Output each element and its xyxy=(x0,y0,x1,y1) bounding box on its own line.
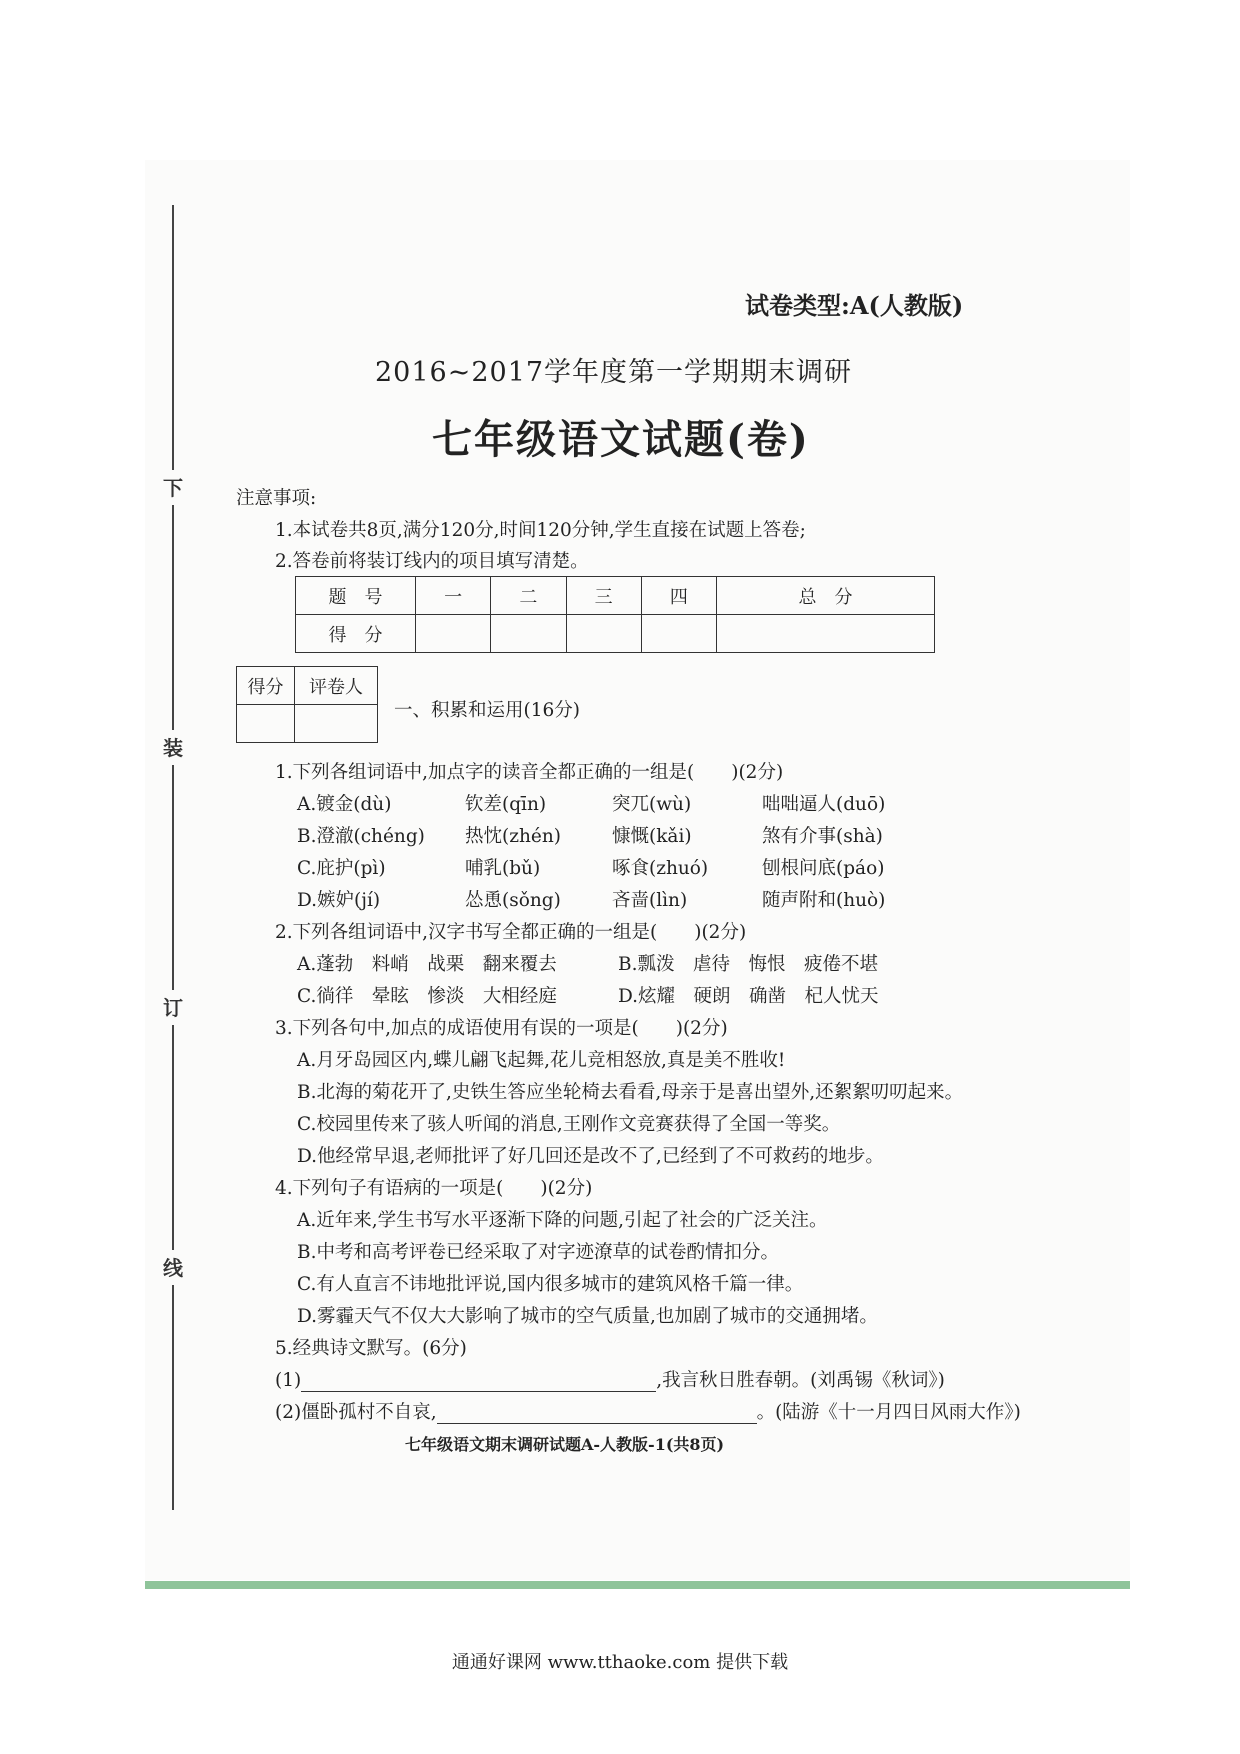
q1-d-1: D.嫉妒(jí) xyxy=(297,890,381,911)
score-table xyxy=(295,576,935,653)
q1-b-3: 慷慨(kǎi) xyxy=(612,826,692,847)
binding-char-zhuang: 装 xyxy=(160,732,186,761)
binding-line-5 xyxy=(172,1285,174,1510)
q5-answer-blank-2[interactable] xyxy=(437,1402,757,1424)
score-cell-total[interactable] xyxy=(717,615,935,653)
binding-line-3 xyxy=(172,765,174,990)
q1-d-4: 随声附和(huò) xyxy=(762,890,886,911)
score-cell-3[interactable] xyxy=(566,615,641,653)
q5-line-2-prefix: (2)僵卧孤村不自哀, xyxy=(275,1402,437,1423)
q1-c-4: 刨根问底(páo) xyxy=(762,858,885,879)
binding-char-xia: 下 xyxy=(160,472,186,501)
score-row-label: 得 分 xyxy=(296,615,416,653)
note-item-1: 1.本试卷共8页,满分120分,时间120分钟,学生直接在试题上答卷; xyxy=(275,520,806,541)
grader-score-cell[interactable] xyxy=(237,705,295,743)
q4-option-a: A.近年来,学生书写水平逐渐下降的问题,引起了社会的广泛关注。 xyxy=(297,1210,828,1231)
notes-heading: 注意事项: xyxy=(236,488,317,509)
score-table-header-row xyxy=(296,577,935,615)
q3-option-b: B.北海的菊花开了,史铁生答应坐轮椅去看看,母亲于是喜出望外,还絮絮叨叨起来。 xyxy=(297,1082,964,1103)
q2-option-d: D.炫耀 硬朗 确凿 杞人忧天 xyxy=(618,986,879,1007)
q1-d-3: 吝啬(lìn) xyxy=(612,890,688,911)
score-cell-4[interactable] xyxy=(641,615,716,653)
q3-option-c: C.校园里传来了骇人听闻的消息,王刚作文竞赛获得了全国一等奖。 xyxy=(297,1114,841,1135)
grader-table xyxy=(236,666,378,743)
q4-option-c: C.有人直言不讳地批评说,国内很多城市的建筑风格千篇一律。 xyxy=(297,1274,804,1295)
q5-line-2 xyxy=(275,1398,1021,1424)
q5-line-1 xyxy=(275,1366,945,1392)
q5-line-2-suffix: 。(陆游《十一月四日风雨大作》) xyxy=(756,1402,1021,1423)
q1-a-3: 突兀(wù) xyxy=(612,794,692,815)
q4-stem: 4.下列句子有语病的一项是( )(2分) xyxy=(275,1178,593,1199)
score-table-score-row xyxy=(296,615,935,653)
q1-b-4: 煞有介事(shà) xyxy=(762,826,883,847)
score-header-1: 一 xyxy=(416,577,491,615)
q2-stem: 2.下列各组词语中,汉字书写全都正确的一组是( )(2分) xyxy=(275,922,747,943)
binding-line-1 xyxy=(172,205,174,470)
grader-score-label: 得分 xyxy=(237,667,295,705)
binding-char-ding: 订 xyxy=(160,992,186,1021)
q4-option-b: B.中考和高考评卷已经采取了对字迹潦草的试卷酌情扣分。 xyxy=(297,1242,779,1263)
q1-d-2: 怂恿(sǒng) xyxy=(465,890,561,911)
score-cell-1[interactable] xyxy=(416,615,491,653)
grader-name-label: 评卷人 xyxy=(295,667,378,705)
q5-line-1-suffix: ,我言秋日胜春朝。(刘禹锡《秋词》) xyxy=(656,1370,945,1391)
score-header-4: 四 xyxy=(641,577,716,615)
q5-answer-blank-1[interactable] xyxy=(301,1370,656,1392)
download-credit: 通通好课网 www.tthaoke.com 提供下载 xyxy=(451,1652,789,1673)
score-header-3: 三 xyxy=(566,577,641,615)
paper-type-label: 试卷类型:A(人教版) xyxy=(745,291,964,320)
q4-option-d: D.雾霾天气不仅大大影响了城市的空气质量,也加剧了城市的交通拥堵。 xyxy=(297,1306,878,1327)
binding-line-2 xyxy=(172,505,174,730)
page-footer: 七年级语文期末调研试题A-人教版-1(共8页) xyxy=(405,1435,725,1454)
q1-b-2: 热忱(zhén) xyxy=(465,826,561,847)
q2-option-a: A.蓬勃 料峭 战栗 翻来覆去 xyxy=(297,954,557,975)
exam-title: 七年级语文试题(卷) xyxy=(432,416,810,463)
q3-stem: 3.下列各句中,加点的成语使用有误的一项是( )(2分) xyxy=(275,1018,728,1039)
score-header-label: 题 号 xyxy=(296,577,416,615)
divider-bar xyxy=(145,1581,1130,1589)
score-cell-2[interactable] xyxy=(491,615,566,653)
q1-c-2: 哺乳(bǔ) xyxy=(465,858,541,879)
q3-option-d: D.他经常早退,老师批评了好几回还是改不了,已经到了不可救药的地步。 xyxy=(297,1146,884,1167)
q5-stem: 5.经典诗文默写。(6分) xyxy=(275,1338,467,1359)
q3-option-a: A.月牙岛园区内,蝶儿翩飞起舞,花儿竞相怒放,真是美不胜收! xyxy=(297,1050,786,1071)
note-item-2: 2.答卷前将装订线内的项目填写清楚。 xyxy=(275,551,589,572)
q1-c-1: C.庇护(pì) xyxy=(297,858,386,879)
q1-a-2: 钦差(qīn) xyxy=(465,794,547,815)
binding-char-xian: 线 xyxy=(160,1252,186,1281)
exam-term: 2016~2017学年度第一学期期末调研 xyxy=(375,357,853,388)
q1-a-4: 咄咄逼人(duō) xyxy=(762,794,886,815)
q1-b-1: B.澄澈(chéng) xyxy=(297,826,425,847)
q1-c-3: 啄食(zhuó) xyxy=(612,858,709,879)
q2-option-c: C.徜徉 晕眩 惨淡 大相经庭 xyxy=(297,986,557,1007)
grader-name-cell[interactable] xyxy=(295,705,378,743)
score-header-2: 二 xyxy=(491,577,566,615)
q1-stem: 1.下列各组词语中,加点字的读音全都正确的一组是( )(2分) xyxy=(275,762,784,783)
binding-line-4 xyxy=(172,1025,174,1250)
q5-line-1-prefix: (1) xyxy=(275,1370,302,1391)
score-header-total: 总 分 xyxy=(717,577,935,615)
q2-option-b: B.瓢泼 虐待 悔恨 疲倦不堪 xyxy=(618,954,878,975)
q1-a-1: A.镀金(dù) xyxy=(297,794,392,815)
section-1-title: 一、积累和运用(16分) xyxy=(394,700,580,721)
